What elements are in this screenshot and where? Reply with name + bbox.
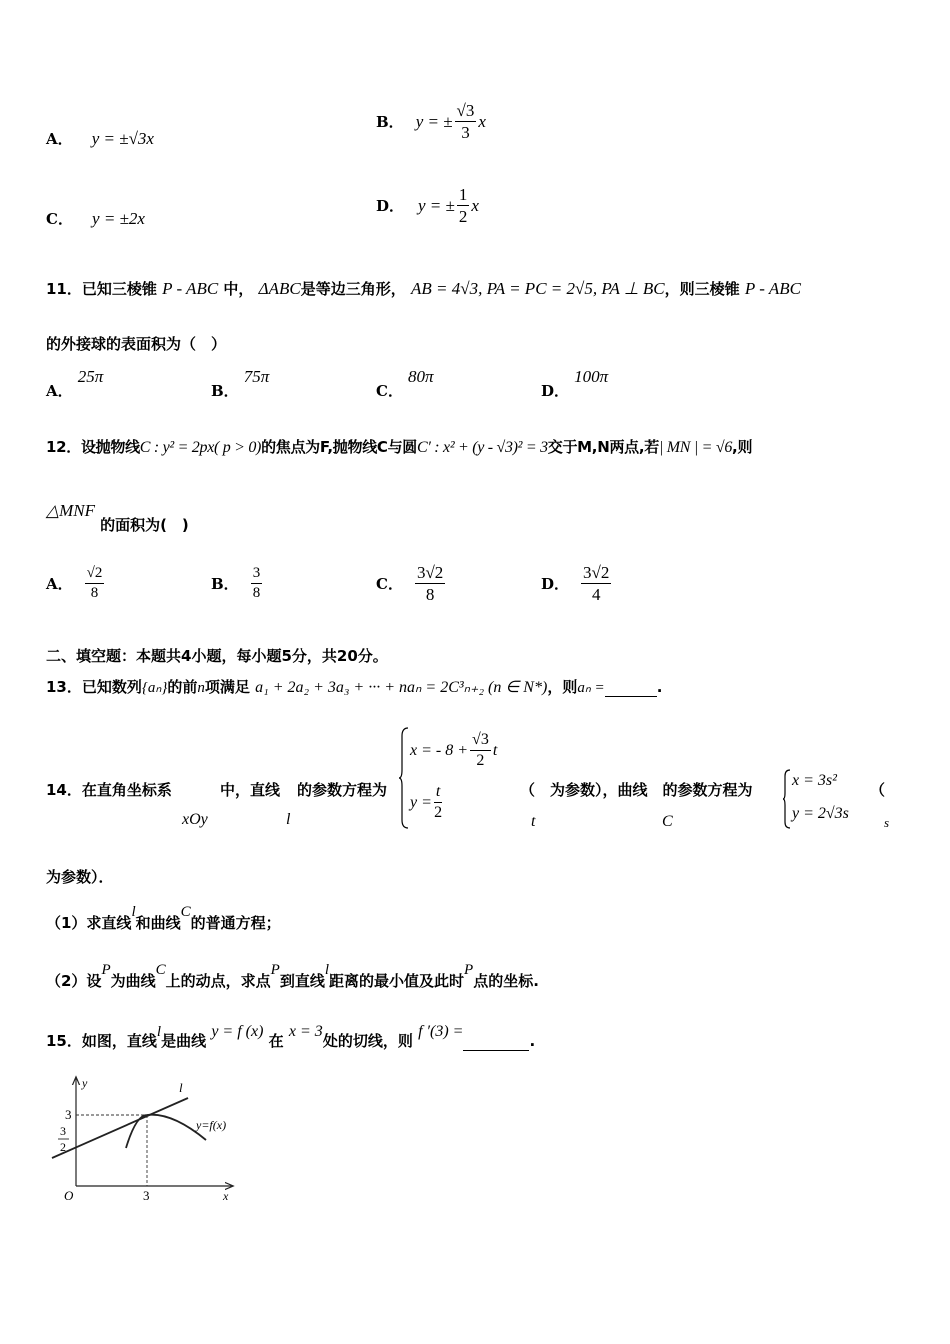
math-expr: a₁ + 2a₂ + 3a₃ + ··· + naₙ = 2C³ₙ₊₂ (n ∈ N*) bbox=[255, 679, 548, 696]
math-expr: P bbox=[101, 962, 111, 978]
q10-option-b bbox=[376, 102, 486, 141]
math-expr: P bbox=[270, 962, 280, 978]
question-number: 13． bbox=[46, 678, 82, 696]
tangent-line-figure bbox=[40, 1072, 250, 1212]
left-brace-icon bbox=[398, 726, 410, 830]
question-text: 的前 bbox=[167, 678, 198, 696]
question-text: ,则 bbox=[732, 438, 753, 456]
question-text: ，则 bbox=[547, 678, 578, 696]
q12-option-c bbox=[376, 564, 447, 603]
q13-stem bbox=[46, 676, 662, 697]
option-value: 80π bbox=[408, 367, 434, 386]
q11-option-b bbox=[211, 366, 270, 400]
question-text: 和曲线 bbox=[135, 914, 181, 932]
q10-option-c bbox=[46, 208, 145, 229]
option-label: A． bbox=[46, 382, 73, 400]
question-text: 的普通方程； bbox=[190, 914, 281, 932]
tangent-line-l bbox=[52, 1098, 188, 1158]
option-expr-lhs: y = ± bbox=[418, 195, 455, 215]
q11-option-a bbox=[46, 366, 104, 400]
option-expr: y = ±2x bbox=[92, 209, 145, 228]
q14-system-1 bbox=[398, 726, 513, 830]
q14-math-xOy: xOy bbox=[182, 811, 208, 828]
fraction-denominator: 2 bbox=[458, 207, 468, 226]
fraction-denominator: 4 bbox=[591, 585, 601, 604]
question-text: 为曲线 bbox=[110, 972, 156, 990]
math-expr: P bbox=[464, 962, 474, 978]
math-expr: AB = 4√3, PA = PC = 2√5, PA ⊥ BC bbox=[411, 279, 665, 298]
fraction-denominator: 8 bbox=[425, 585, 435, 604]
option-label: D． bbox=[376, 197, 405, 215]
fraction-denominator: 3 bbox=[461, 123, 470, 142]
math-expr: n bbox=[197, 680, 205, 696]
q12-stem bbox=[46, 436, 752, 457]
y-tick-frac-num: 3 bbox=[60, 1124, 66, 1138]
fraction-numerator: √3 bbox=[470, 732, 491, 751]
q14-math-t: t bbox=[531, 813, 536, 830]
q14-subquestion-1 bbox=[46, 904, 281, 933]
origin-label: O bbox=[64, 1188, 74, 1203]
q14-stem-c: 的参数方程为 bbox=[297, 781, 388, 799]
q14-math-l: l bbox=[286, 811, 291, 828]
answer-blank[interactable] bbox=[605, 678, 657, 697]
figure-svg bbox=[40, 1072, 250, 1212]
option-value: 25π bbox=[77, 367, 104, 386]
x-axis-label: x bbox=[223, 1189, 229, 1203]
curve-label: y=f(x) bbox=[196, 1118, 227, 1132]
y-tick-3: 3 bbox=[65, 1107, 72, 1122]
question-text: 在直角坐标系 bbox=[81, 781, 172, 799]
math-expr: C′ : x² + (y - √3)² = 3 bbox=[417, 439, 548, 456]
q14-system-2 bbox=[782, 768, 862, 830]
question-text: 项满足 bbox=[204, 678, 250, 696]
left-brace-icon bbox=[782, 768, 792, 830]
option-label: C． bbox=[46, 210, 73, 228]
q12-option-b bbox=[211, 566, 264, 601]
question-text: 的面积为( ) bbox=[100, 516, 189, 534]
question-text: 在 bbox=[268, 1032, 284, 1050]
math-expr: x = 3 bbox=[288, 1023, 323, 1040]
y-axis-label: y bbox=[82, 1076, 88, 1090]
question-text: ，则三棱锥 bbox=[664, 280, 740, 298]
q11-option-d bbox=[541, 366, 609, 400]
fraction-denominator: 8 bbox=[252, 585, 261, 601]
q12-option-d bbox=[541, 564, 613, 603]
math-expr: f ′(3) = bbox=[418, 1023, 464, 1040]
question-text: 上的动点，求点 bbox=[165, 972, 271, 990]
fraction-numerator: √2 bbox=[85, 566, 105, 584]
q14-math-s: s bbox=[884, 815, 890, 830]
q14-stem-f: 为参数）． bbox=[46, 868, 114, 886]
question-text: 点的坐标. bbox=[473, 972, 539, 990]
math-expr: P - ABC bbox=[744, 279, 801, 298]
option-expr: y = ±√3x bbox=[91, 129, 154, 148]
q11-stem bbox=[46, 278, 801, 299]
math-expr: | MN | = √6 bbox=[658, 439, 733, 456]
question-text: 是等边三角形， bbox=[300, 280, 406, 298]
math-expr: ΔABC bbox=[258, 279, 301, 298]
q12-option-a bbox=[46, 566, 106, 601]
q14-stem-e: （ bbox=[870, 781, 886, 799]
question-number: 11． bbox=[46, 280, 82, 298]
question-text: 的焦点为F,抛物线C与圆 bbox=[261, 438, 418, 456]
question-text: . bbox=[656, 678, 663, 696]
math-expr: l bbox=[156, 1024, 162, 1040]
question-text: . bbox=[529, 1032, 536, 1050]
math-expr: l bbox=[324, 962, 330, 978]
option-expr-lhs: y = ± bbox=[415, 111, 453, 131]
question-text: 距离的最小值及此时 bbox=[329, 972, 465, 990]
q11-option-c bbox=[376, 366, 434, 400]
y-tick-frac-den: 2 bbox=[60, 1140, 66, 1154]
curve-f bbox=[126, 1115, 206, 1148]
fraction-numerator: t bbox=[434, 784, 442, 803]
math-expr: aₙ = bbox=[577, 680, 605, 696]
question-text: 已知数列 bbox=[81, 678, 142, 696]
question-text: 中， bbox=[223, 280, 254, 298]
q11-stem-line2: 的外接球的表面积为（ ） bbox=[46, 335, 227, 353]
math-expr: C : y² = 2px( p > 0) bbox=[139, 439, 262, 456]
q14-math-C: C bbox=[662, 813, 673, 830]
question-text: （2）设 bbox=[46, 972, 102, 990]
option-expr-rhs: x bbox=[478, 111, 486, 131]
option-label: C． bbox=[376, 575, 403, 593]
math-expr: P - ABC bbox=[162, 279, 219, 298]
fraction-numerator: 3√2 bbox=[583, 563, 610, 582]
question-text: 如图，直线 bbox=[81, 1032, 157, 1050]
fraction-denominator: 2 bbox=[476, 752, 485, 769]
question-number: 15． bbox=[46, 1032, 82, 1050]
section-heading: 二、填空题：本题共4小题，每小题5分，共20分。 bbox=[46, 647, 388, 665]
option-label: D． bbox=[541, 575, 570, 593]
option-value: 75π bbox=[243, 367, 270, 386]
fraction-numerator: √3 bbox=[456, 101, 475, 120]
math-expr: C bbox=[180, 904, 191, 920]
q14-stem-d: （ 为参数），曲线 的参数方程为 bbox=[520, 781, 753, 799]
fraction-denominator: 2 bbox=[434, 804, 443, 821]
math-expr: y = 2√3s bbox=[792, 805, 849, 822]
q14-stem-a bbox=[46, 779, 172, 800]
question-text: 处的切线，则 bbox=[322, 1032, 413, 1050]
option-label: B． bbox=[376, 113, 404, 131]
q14-stem-b: 中，直线 bbox=[220, 781, 281, 799]
line-label-l: l bbox=[179, 1080, 183, 1095]
q10-option-d bbox=[376, 186, 479, 225]
option-expr-rhs: x bbox=[471, 195, 479, 215]
question-text: 是曲线 bbox=[161, 1032, 207, 1050]
q10-option-a bbox=[46, 128, 154, 149]
question-text: 到直线 bbox=[279, 972, 325, 990]
fraction-denominator: 8 bbox=[90, 585, 99, 601]
math-expr: {aₙ} bbox=[141, 680, 168, 696]
option-value: 100π bbox=[574, 367, 609, 386]
math-expr: C bbox=[155, 962, 166, 978]
answer-blank[interactable] bbox=[463, 1032, 529, 1051]
question-number: 14． bbox=[46, 781, 82, 799]
q15-stem bbox=[46, 1023, 536, 1051]
option-label: A． bbox=[46, 130, 73, 148]
q14-subquestion-2 bbox=[46, 962, 539, 991]
math-expr: y = f (x) bbox=[211, 1023, 264, 1040]
math-expr: △MNF bbox=[46, 501, 95, 520]
option-label: A． bbox=[46, 575, 73, 593]
fraction-numerator: 3 bbox=[251, 566, 263, 584]
question-number: 12． bbox=[46, 438, 81, 456]
math-expr: l bbox=[131, 904, 136, 920]
option-label: B． bbox=[211, 575, 239, 593]
x-tick-3: 3 bbox=[143, 1188, 150, 1203]
question-text: 交于M,N两点,若 bbox=[547, 438, 659, 456]
math-expr: t bbox=[492, 741, 498, 759]
option-label: C． bbox=[376, 382, 403, 400]
fraction-numerator: 1 bbox=[458, 185, 468, 204]
math-expr: y = bbox=[410, 793, 432, 811]
question-text: 设抛物线 bbox=[80, 438, 140, 456]
fraction-numerator: 3√2 bbox=[416, 563, 444, 582]
question-text: （1）求直线 bbox=[46, 914, 132, 932]
math-expr: x = 3s² bbox=[792, 772, 837, 789]
question-text: 已知三棱锥 bbox=[81, 280, 157, 298]
q12-stem-line2 bbox=[46, 500, 189, 534]
option-label: D． bbox=[541, 382, 570, 400]
option-label: B． bbox=[211, 382, 239, 400]
math-expr: x = - 8 + bbox=[410, 741, 469, 759]
